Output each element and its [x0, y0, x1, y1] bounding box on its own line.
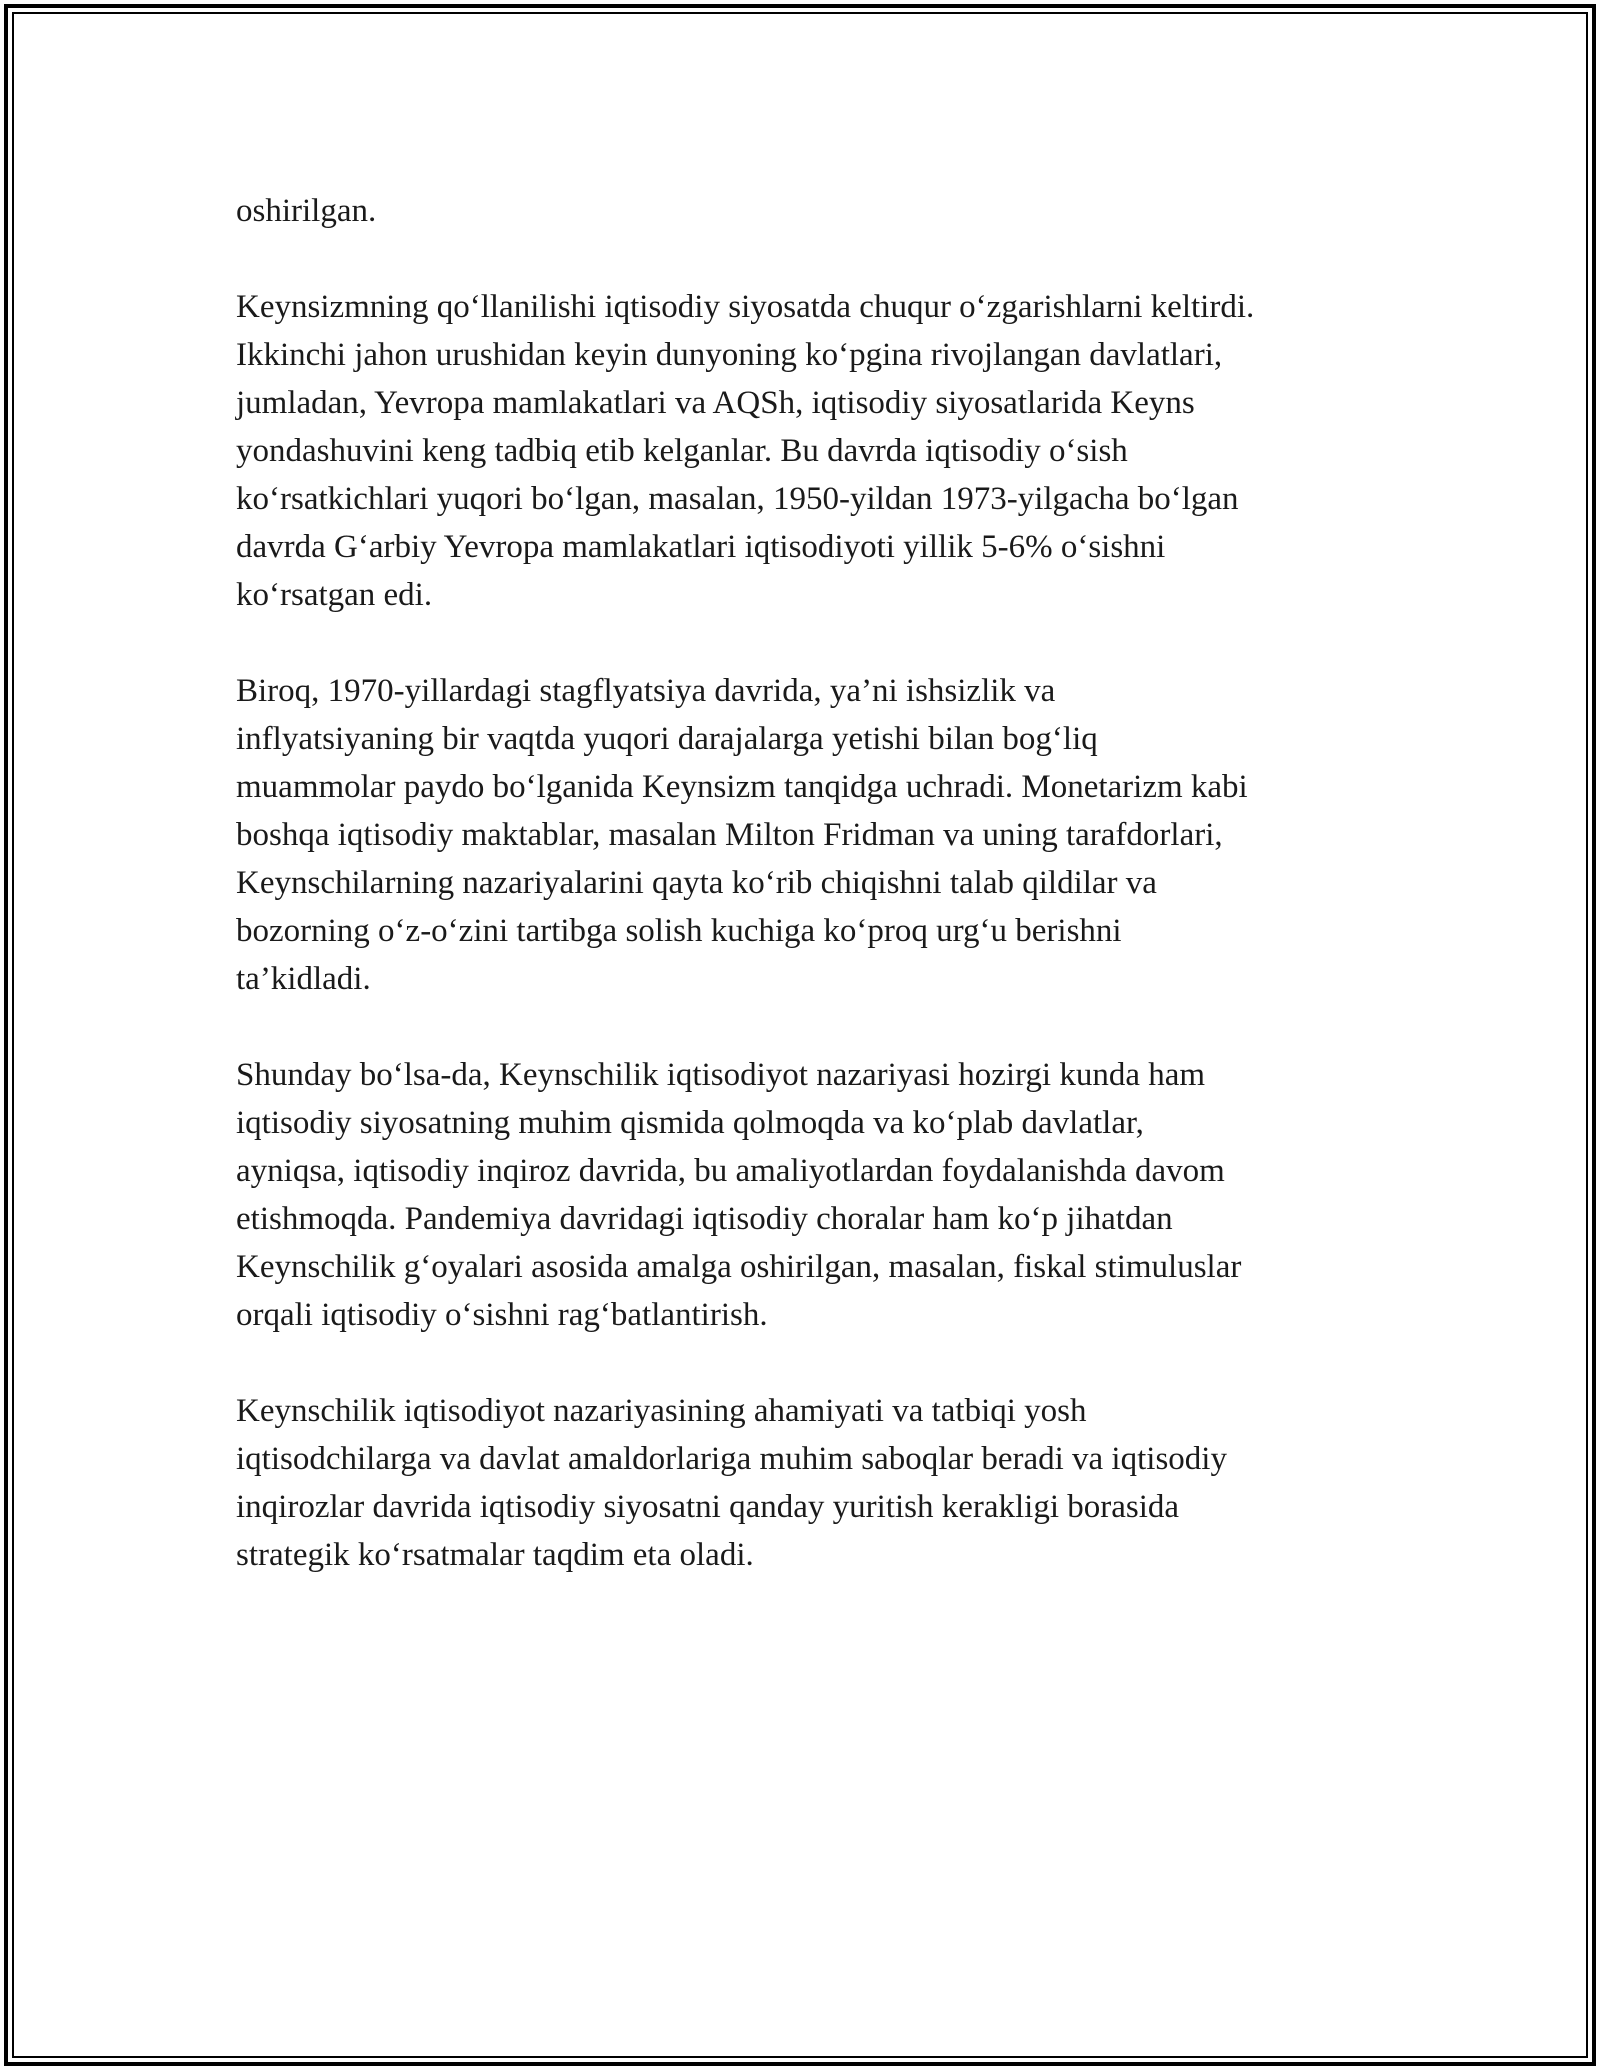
text-line: Biroq, 1970-yillardagi stagflyatsiya davrida, ya’ni ishsizlik va	[236, 673, 1056, 709]
paragraph-2	[236, 283, 1396, 619]
text-line: inflyatsiyaning bir vaqtda yuqori darajalarga yetishi bilan bog‘liq	[236, 721, 1098, 757]
paragraph-3	[236, 667, 1396, 1003]
text-line: boshqa iqtisodiy maktablar, masalan Milton Fridman va uning tarafdorlari,	[236, 817, 1223, 853]
text-line: Shunday bo‘lsa-da, Keynschilik iqtisodiyot nazariyasi hozirgi kunda ham	[236, 1057, 1206, 1093]
text-line: iqtisodchilarga va davlat amaldorlariga muhim saboqlar beradi va iqtisodiy	[236, 1441, 1227, 1477]
document-body	[236, 187, 1396, 1627]
text-line: Keynschilik iqtisodiyot nazariyasining ahamiyati va tatbiqi yosh	[236, 1393, 1087, 1429]
paragraph-4	[236, 1051, 1396, 1339]
text-line: bozorning o‘z-o‘zini tartibga solish kuchiga ko‘proq urg‘u berishni	[236, 913, 1122, 949]
text-line: davrda G‘arbiy Yevropa mamlakatlari iqtisodiyoti yillik 5-6% o‘sishni	[236, 529, 1166, 565]
text-line: Keynschilik g‘oyalari asosida amalga oshirilgan, masalan, fiskal stimuluslar	[236, 1249, 1242, 1285]
text-line: iqtisodiy siyosatning muhim qismida qolmoqda va ko‘plab davlatlar,	[236, 1105, 1144, 1141]
text-line: ko‘rsatgan edi.	[236, 577, 433, 613]
text-line: Keynsizmning qo‘llanilishi iqtisodiy siyosatda chuqur o‘zgarishlarni keltirdi.	[236, 289, 1255, 325]
text-line: Ikkinchi jahon urushidan keyin dunyoning ko‘pgina rivojlangan davlatlari,	[236, 337, 1223, 373]
text-line: yondashuvini keng tadbiq etib kelganlar. Bu davrda iqtisodiy o‘sish	[236, 433, 1128, 469]
text-line: orqali iqtisodiy o‘sishni rag‘batlantirish.	[236, 1297, 768, 1333]
text-line: ta’kidladi.	[236, 961, 371, 997]
paragraph-5	[236, 1387, 1396, 1579]
text-line: inqirozlar davrida iqtisodiy siyosatni qanday yuritish kerakligi borasida	[236, 1489, 1180, 1525]
text-line: etishmoqda. Pandemiya davridagi iqtisodiy choralar ham ko‘p jihatdan	[236, 1201, 1173, 1237]
text-line: muammolar paydo bo‘lganida Keynsizm tanqidga uchradi. Monetarizm kabi	[236, 769, 1248, 805]
text-line: Keynschilarning nazariyalarini qayta ko‘rib chiqishni talab qildilar va	[236, 865, 1157, 901]
text-line: ko‘rsatkichlari yuqori bo‘lgan, masalan, 1950-yildan 1973-yilgacha bo‘lgan	[236, 481, 1239, 517]
text-line: oshirilgan.	[236, 193, 377, 229]
text-line: strategik ko‘rsatmalar taqdim eta oladi.	[236, 1537, 754, 1573]
paragraph-1	[236, 187, 1396, 235]
text-line: jumladan, Yevropa mamlakatlari va AQSh, iqtisodiy siyosatlarida Keyns	[236, 385, 1195, 421]
text-line: ayniqsa, iqtisodiy inqiroz davrida, bu amaliyotlardan foydalanishda davom	[236, 1153, 1225, 1189]
